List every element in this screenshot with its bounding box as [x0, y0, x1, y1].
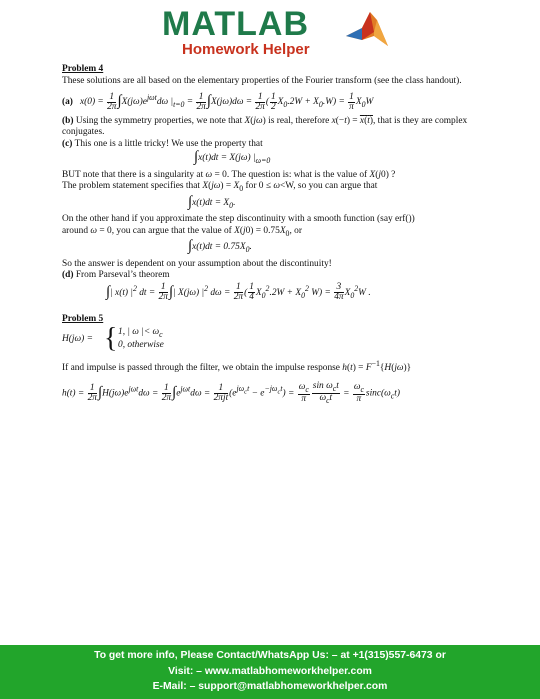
- part-a-label: (a): [62, 97, 73, 108]
- part-d: (d) From Parseval’s theorem: [62, 270, 170, 281]
- equation-c1: ∫x(t)dt = X(jω) $|_{\omega=0}$: [194, 149, 271, 166]
- part-b-label: (b): [62, 115, 74, 126]
- part-d-label: (d): [62, 270, 74, 281]
- footer-contact-line: To get more info, Please Contact/WhatsApp Us: – at +1(315)557-6473 or: [94, 650, 446, 661]
- spec-text: The problem statement specifies that $X(j\omega) = X_0$ for 0 ≤ ω<W, so you can argue that: [62, 181, 378, 194]
- other-hand-text: On the other hand if you approximate the step discontinuity with a smooth function (say erf()): [62, 214, 415, 225]
- equation-c3: $\int x(t)dt = 0.75X_0$.: [188, 238, 252, 255]
- solution-content: [62, 64, 480, 405]
- part-b: (b) Using the symmetry properties, we note that X(jω) is real, therefore x(−t) = x(t), that is they are complex conjugates.: [62, 115, 468, 138]
- equation-a: (a) x(0) = $\frac{1}{2\pi}$ $\int X(j\omega)e^{j\omega t}d\omega$ $|_{t=0}$ = $\frac{1}{2\pi}$ ∫X(jω)dω = $\frac{1}{2\pi}$ ( $\frac{1}{2}$ $X_0.2W + X_0.W$) = $\frac{1}{\pi}$ $X_0W$: [62, 91, 374, 112]
- equation-d: ∫| x(t) $|^2$ dt = $\frac{1}{2\pi}$ ∫| X(jω) $|^2$ dω = $\frac{1}{2\pi}$ ( $\frac{1}{4}$ $X_0^2.2W + X_0^2$ W) = $\frac{3}{4\pi}$ $X_0^2W$ .: [106, 282, 371, 303]
- part-c: (c) This one is a little tricky! We use the property that: [62, 138, 263, 149]
- footer-website-link[interactable]: Visit: – www.matlabhomeworkhelper.com: [168, 665, 372, 677]
- conclusion-text: So the answer is dependent on your assumption about the discontinuity!: [62, 258, 332, 269]
- footer-email-link[interactable]: E-Mail: – support@matlabhomeworkhelper.com: [152, 681, 388, 692]
- singularity-text: BUT note that there is a singularity at ω = 0. The question is: what is the value of X(j0) ?: [62, 169, 396, 180]
- impulse-text: If and impulse is passed through the filter, we obtain the impulse response $h(t) = F^{-1}\{H(j\omega)\}$: [62, 359, 412, 374]
- problem4-intro: These solutions are all based on the elementary properties of the Fourier transform (see the class handout).: [62, 75, 462, 86]
- part-c-label: (c): [62, 138, 73, 149]
- around-text: around ω = 0, you can argue that the value of $X(j0) = 0.75X_0$, or: [62, 225, 302, 238]
- problem5-title: Problem 5: [62, 314, 104, 325]
- contact-footer: [0, 645, 540, 699]
- header: [0, 0, 540, 62]
- problem4-title: Problem 4: [62, 64, 104, 74]
- equation-c2: $\int x(t)dt = X_0$.: [188, 193, 236, 210]
- matlab-membrane-icon: [344, 6, 390, 52]
- equation-h: H(jω) = { 1, | ω |< $\omega_c$ 0, otherwise: [62, 323, 164, 355]
- brand-subtitle: Homework Helper: [182, 41, 310, 58]
- equation-impulse: h(t) = $\frac{1}{2\pi}$ $\int H(j\omega)e^{j\omega t}d\omega$ = $\frac{1}{2\pi}$ $\int e^{j\omega t}d\omega$ = $\frac{1}{\text{2πjt}}$ $(e^{j\omega_ct} - e^{-j\omega_ct})$ = $\frac{\omega_c}{\pi}$ $\frac{\sin \omega_ct}{\omega_ct}$ = $\frac{\omega_c}{\pi}$ $\sin c(\omega_ct)$: [62, 380, 400, 405]
- brand-title: MATLAB: [162, 5, 309, 43]
